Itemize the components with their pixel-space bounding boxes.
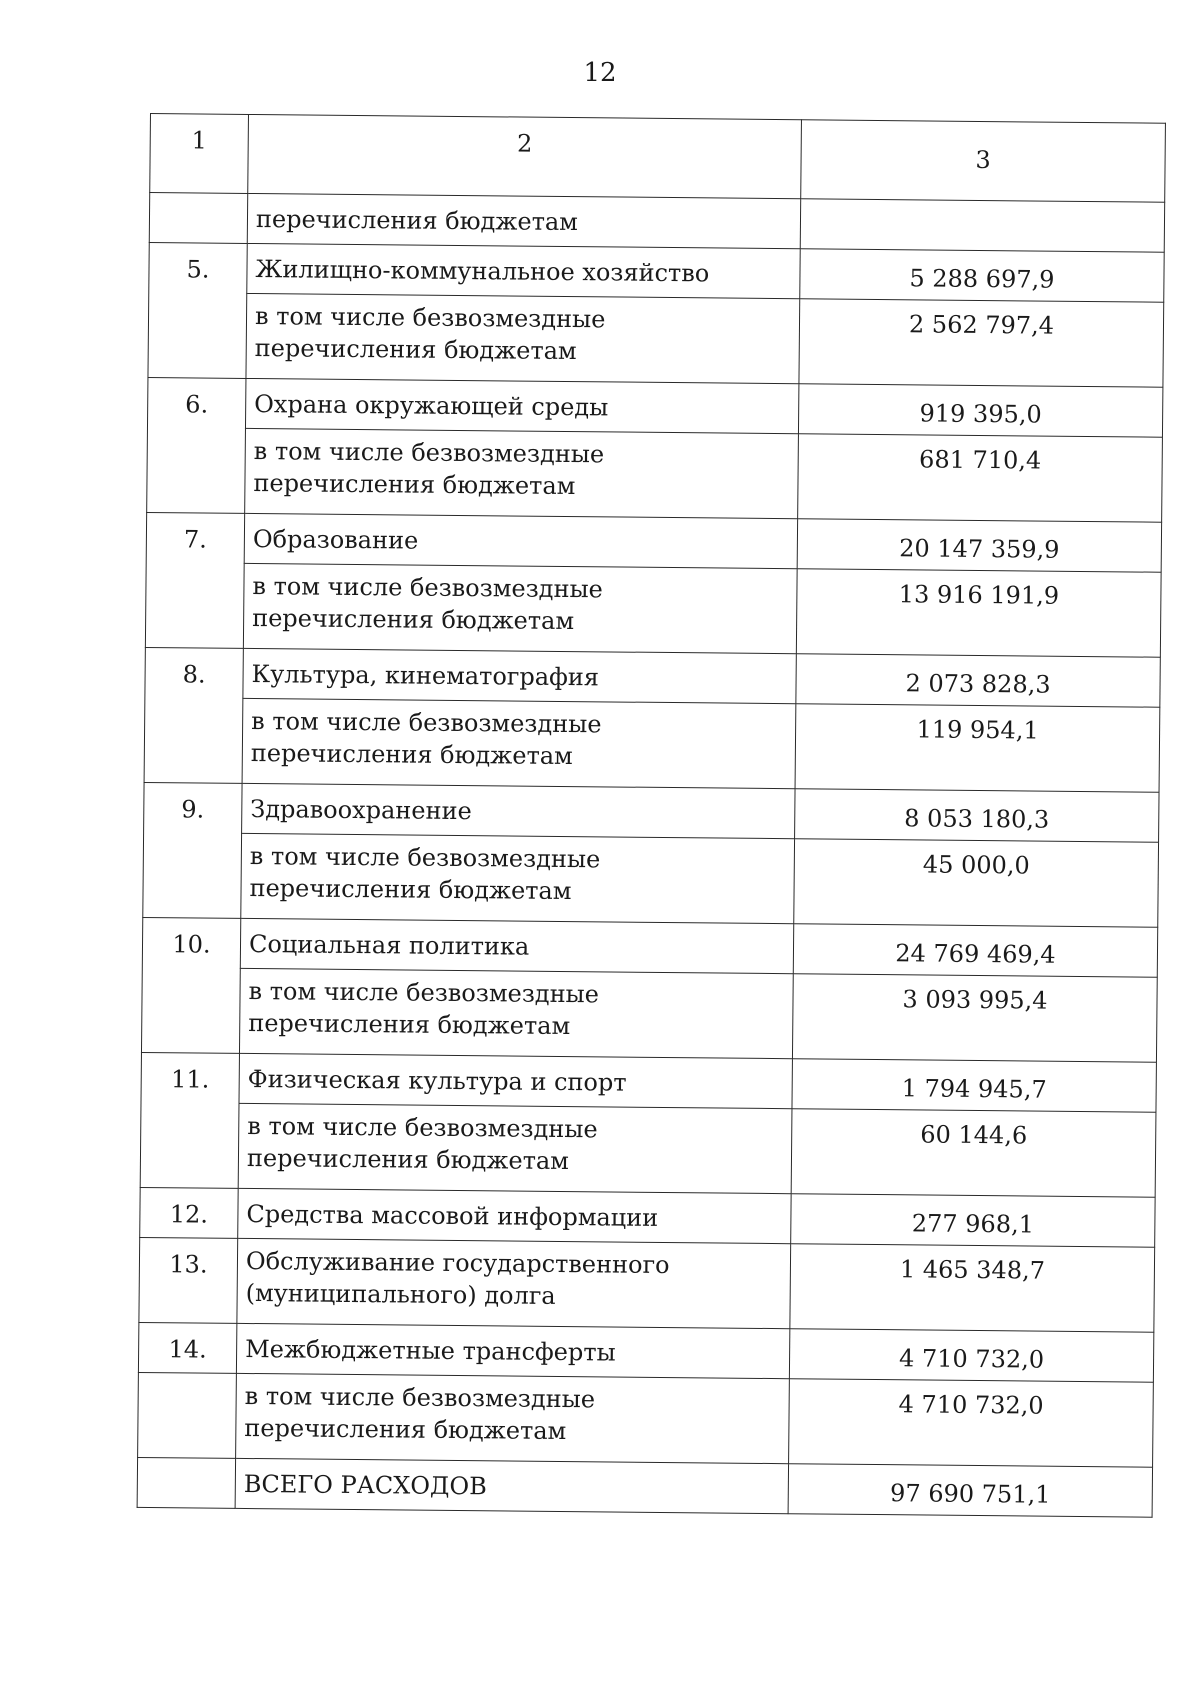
sub-row-value: 4 710 732,0 [789, 1379, 1154, 1467]
header-col-1: 1 [150, 114, 249, 194]
row-value: 919 395,0 [798, 384, 1162, 437]
table-subrow [141, 967, 1157, 1062]
row-number: 5. [148, 242, 247, 378]
row-number: 9. [143, 782, 242, 918]
row-number: 7. [145, 512, 244, 648]
row-number: 12. [140, 1187, 238, 1238]
header-col-2: 2 [248, 114, 802, 198]
table-subrow [138, 1372, 1154, 1467]
sub-row-label: в том числе безвозмездные перечисления бюджетам [236, 1373, 790, 1463]
row-name: Обслуживание государственного (муниципального) долга [237, 1238, 791, 1328]
table-row [139, 1237, 1155, 1332]
row-number: 10. [141, 917, 240, 1053]
row-name: Культура, кинематография [243, 648, 796, 703]
table-subrow [144, 697, 1160, 792]
sub-row-label: в том числе безвозмездные перечисления бюджетам [243, 563, 797, 653]
row-value [800, 199, 1164, 252]
row-number: 11. [140, 1052, 239, 1188]
row-value: 277 968,1 [791, 1194, 1155, 1247]
table-subrow [148, 292, 1164, 387]
row-value: 24 769 469,4 [793, 924, 1157, 977]
table-subrow [140, 1102, 1156, 1197]
row-name: Физическая культура и спорт [239, 1053, 792, 1108]
sub-row-value: 681 710,4 [798, 434, 1163, 522]
row-number: 8. [144, 647, 243, 783]
row-number [137, 1457, 235, 1508]
row-value: 2 073 828,3 [796, 654, 1160, 707]
row-number [149, 193, 247, 244]
row-name: Охрана окружающей среды [245, 378, 798, 433]
sub-row-value: 45 000,0 [794, 839, 1159, 927]
sub-row-label: в том числе безвозмездные перечисления бюджетам [239, 968, 793, 1058]
sub-row-value: 3 093 995,4 [792, 974, 1157, 1062]
sub-row-label: в том числе безвозмездные перечисления бюджетам [246, 293, 800, 383]
row-number: 13. [139, 1237, 238, 1323]
sub-row-label: в том числе безвозмездные перечисления бюджетам [245, 428, 799, 518]
row-value: 4 710 732,0 [789, 1329, 1153, 1382]
row-name: Социальная политика [240, 918, 793, 973]
table-subrow [143, 832, 1159, 927]
table-header-row [150, 114, 1166, 203]
row-value: 1 465 348,7 [790, 1244, 1155, 1332]
sub-row-value: 2 562 797,4 [799, 299, 1164, 387]
continuation-text: перечисления бюджетам [247, 193, 800, 248]
sub-row-value: 60 144,6 [791, 1109, 1156, 1197]
header-col-3: 3 [801, 120, 1166, 202]
page-number: 12 [583, 58, 617, 88]
row-number: 6. [147, 377, 246, 513]
sub-row-label: в том числе безвозмездные перечисления бюджетам [241, 833, 795, 923]
row-value: 8 053 180,3 [795, 789, 1159, 842]
sub-row-value: 13 916 191,9 [796, 569, 1161, 657]
row-name: Жилищно-коммунальное хозяйство [247, 243, 800, 298]
row-name: Здравоохранение [242, 783, 795, 838]
expenditure-table [137, 113, 1166, 1518]
total-value: 97 690 751,1 [788, 1464, 1152, 1517]
row-number [138, 1372, 237, 1458]
sub-row-label: в том числе безвозмездные перечисления бюджетам [238, 1103, 792, 1193]
row-number: 14. [138, 1322, 236, 1373]
row-value: 5 288 697,9 [800, 249, 1164, 302]
total-row [137, 1457, 1152, 1517]
row-value: 20 147 359,9 [797, 519, 1161, 572]
row-value: 1 794 945,7 [792, 1059, 1156, 1112]
sub-row-value: 119 954,1 [795, 704, 1160, 792]
expenditure-table-wrapper [137, 113, 1165, 1518]
table-subrow [145, 562, 1161, 657]
row-name: Средства массовой информации [238, 1188, 791, 1243]
sub-row-label: в том числе безвозмездные перечисления бюджетам [242, 698, 796, 788]
total-label: ВСЕГО РАСХОДОВ [235, 1458, 788, 1513]
row-name: Образование [244, 513, 797, 568]
table-subrow [147, 427, 1163, 522]
row-name: Межбюджетные трансферты [236, 1323, 789, 1378]
